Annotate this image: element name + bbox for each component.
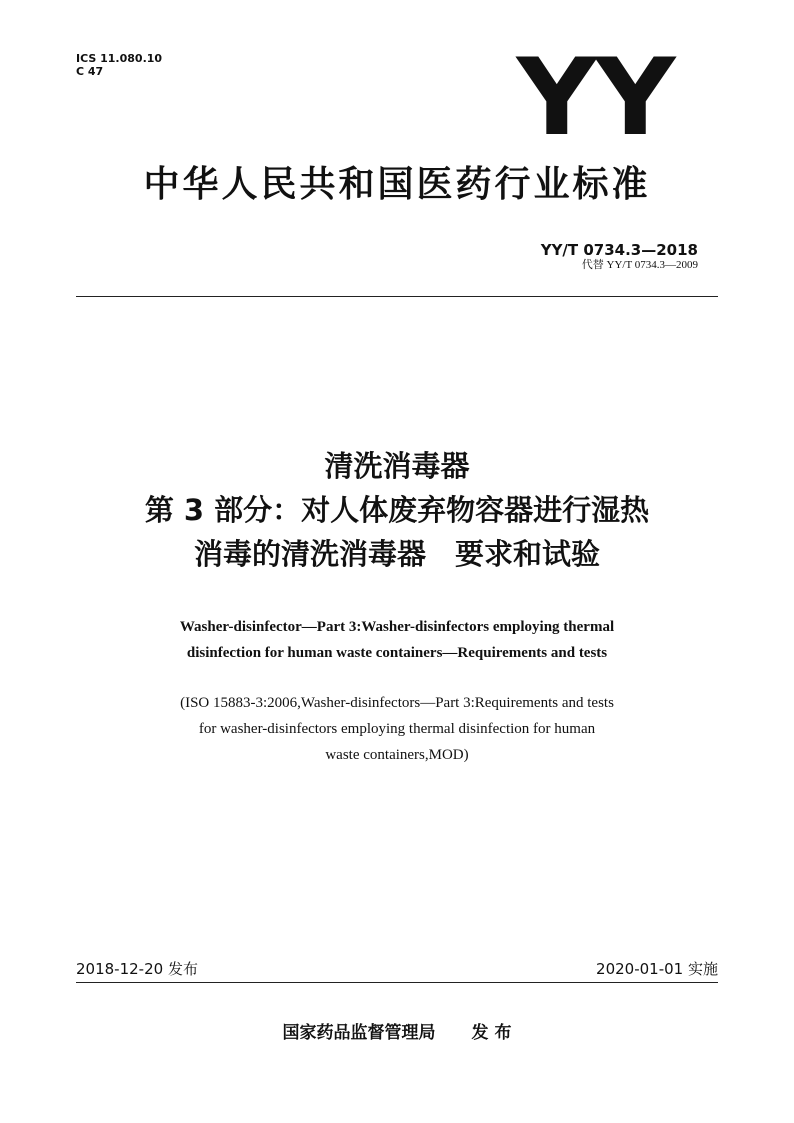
- ccs-code: C 47: [76, 65, 104, 78]
- standard-organization: 中华人民共和国医药行业标准: [143, 164, 651, 205]
- english-title-line-2: disinfection for human waste containers—Requirements and tests: [186, 645, 608, 661]
- chinese-title-line-3: 消毒的清洗消毒器 要求和试验: [193, 537, 600, 571]
- english-title: [0, 614, 794, 666]
- classification-codes: [76, 52, 162, 78]
- implementation-date: 2020-01-01 实施: [596, 960, 718, 978]
- publisher-action: 发 布: [471, 1023, 512, 1043]
- iso-reference-line-2: for washer-disinfectors employing thermal disinfection for human: [198, 721, 596, 737]
- chinese-title: [0, 444, 794, 576]
- header-divider: [76, 296, 718, 297]
- issue-date: 2018-12-20 发布: [76, 960, 198, 978]
- iso-reference: [0, 690, 794, 768]
- iso-reference-line-1: (ISO 15883-3:2006,Washer-disinfectors—Part 3:Requirements and tests: [180, 695, 614, 711]
- chinese-title-line-1: 清洗消毒器: [324, 449, 470, 483]
- iso-reference-line-3: waste containers,MOD): [325, 747, 469, 763]
- english-title-line-1: Washer-disinfector—Part 3:Washer-disinfectors employing thermal: [179, 619, 615, 635]
- replaces-standard: 代替 YY/T 0734.3—2009: [581, 259, 698, 271]
- yy-logo: YY: [517, 36, 674, 159]
- publisher: [0, 1022, 794, 1044]
- standard-number: YY/T 0734.3—2018: [540, 241, 698, 259]
- footer-divider: [76, 982, 718, 983]
- publisher-name: 国家药品监督管理局: [282, 1023, 436, 1043]
- chinese-title-line-2: 第 3 部分：对人体废弃物容器进行湿热: [144, 493, 650, 527]
- ics-code: ICS 11.080.10: [76, 52, 163, 65]
